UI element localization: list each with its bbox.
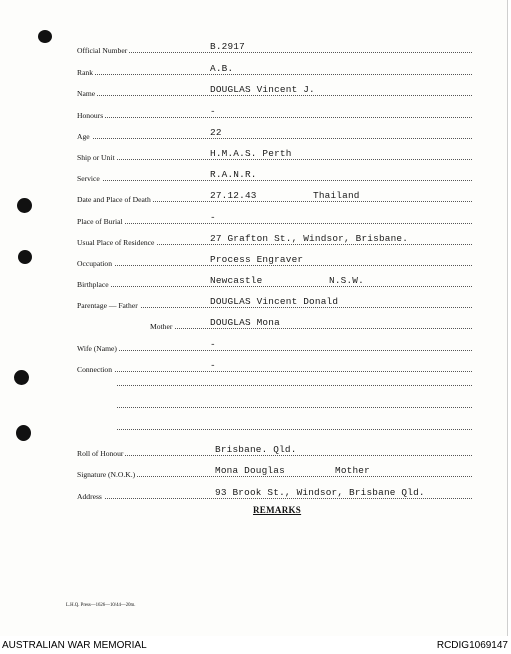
field-address <box>77 485 472 501</box>
form-printer-code: L.H.Q. Press—1626—10/44—20m. <box>66 603 136 608</box>
field-value-secondary: Thailand <box>313 190 360 201</box>
dotted-line <box>77 74 472 75</box>
field-value: A.B. <box>210 63 234 74</box>
archive-footer <box>0 637 511 654</box>
field-label: Age <box>77 132 90 141</box>
dotted-line <box>77 52 472 53</box>
blank-dotted-line <box>117 385 472 386</box>
footer-institution: AUSTRALIAN WAR MEMORIAL <box>2 640 147 651</box>
field-value: - <box>210 360 216 371</box>
punch-hole-mark <box>17 198 32 213</box>
field-service <box>77 167 472 183</box>
dotted-line <box>77 159 472 160</box>
field-label: Wife (Name) <box>77 344 117 353</box>
field-value: Brisbane. Qld. <box>215 444 297 455</box>
field-value: 22 <box>210 127 222 138</box>
field-value: - <box>210 212 216 223</box>
field-label: Connection <box>77 365 113 374</box>
field-value: R.A.N.R. <box>210 169 257 180</box>
field-value: 27 Grafton St., Windsor, Brisbane. <box>210 233 409 244</box>
field-value-secondary: Mother <box>335 465 370 476</box>
field-value: Mona Douglas <box>215 465 285 476</box>
field-label: Date and Place of Death <box>77 195 151 204</box>
field-label: Parentage — Father <box>77 301 138 310</box>
field-label: Rank <box>77 68 94 77</box>
blank-dotted-line <box>117 407 472 408</box>
field-roll-of-honour <box>77 442 472 458</box>
field-label: Honours <box>77 111 104 120</box>
field-label: Ship or Unit <box>77 153 115 162</box>
field-label: Official Number <box>77 46 128 55</box>
field-label: Address <box>77 492 102 501</box>
field-father <box>77 294 472 310</box>
field-rank <box>77 61 472 77</box>
field-value: Process Engraver <box>210 254 304 265</box>
field-value: B.2917 <box>210 41 245 52</box>
dotted-line <box>77 95 472 96</box>
field-wife-name <box>77 337 472 353</box>
field-value: DOUGLAS Vincent Donald <box>210 296 339 307</box>
field-age <box>77 125 472 141</box>
field-name <box>77 82 472 98</box>
field-mother <box>150 315 472 331</box>
field-honours <box>77 104 472 120</box>
field-label: Occupation <box>77 259 113 268</box>
field-value: H.M.A.S. Perth <box>210 148 292 159</box>
field-ship-or-unit <box>77 146 472 162</box>
field-label: Usual Place of Residence <box>77 238 155 247</box>
field-label: Service <box>77 174 100 183</box>
field-value-secondary: N.S.W. <box>329 275 364 286</box>
field-label: Roll of Honour <box>77 449 124 458</box>
dotted-line <box>77 498 472 499</box>
field-value: DOUGLAS Vincent J. <box>210 84 315 95</box>
punch-hole-mark <box>38 30 52 43</box>
punch-hole-mark <box>18 250 32 264</box>
field-date-place-of-death <box>77 188 472 204</box>
field-value: - <box>210 339 216 350</box>
field-value: - <box>210 106 216 117</box>
field-occupation <box>77 252 472 268</box>
field-usual-residence <box>77 231 472 247</box>
dotted-line <box>77 371 472 372</box>
dotted-line <box>150 328 472 329</box>
dotted-line <box>77 455 472 456</box>
dotted-line <box>77 286 472 287</box>
punch-hole-mark <box>16 425 31 441</box>
dotted-line <box>77 223 472 224</box>
field-label: Signature (N.O.K.) <box>77 470 136 479</box>
field-official-number <box>77 39 472 55</box>
field-connection <box>77 358 472 374</box>
field-label: Birthplace <box>77 280 109 289</box>
field-label: Place of Burial <box>77 217 123 226</box>
dotted-line <box>77 138 472 139</box>
field-label: Name <box>77 89 96 98</box>
field-value: Newcastle <box>210 275 263 286</box>
blank-dotted-line <box>117 429 472 430</box>
dotted-line <box>77 265 472 266</box>
field-label: Mother <box>150 322 173 331</box>
remarks-heading: REMARKS <box>253 505 302 515</box>
dotted-line <box>77 350 472 351</box>
field-value: DOUGLAS Mona <box>210 317 280 328</box>
dotted-line <box>77 180 472 181</box>
field-place-of-burial <box>77 210 472 226</box>
field-value: 27.12.43 <box>210 190 257 201</box>
footer-record-id: RCDIG1069147 <box>436 640 508 651</box>
field-signature-nok <box>77 463 472 479</box>
field-birthplace <box>77 273 472 289</box>
punch-hole-mark <box>14 370 29 385</box>
dotted-line <box>77 117 472 118</box>
field-value: 93 Brook St., Windsor, Brisbane Qld. <box>215 487 425 498</box>
